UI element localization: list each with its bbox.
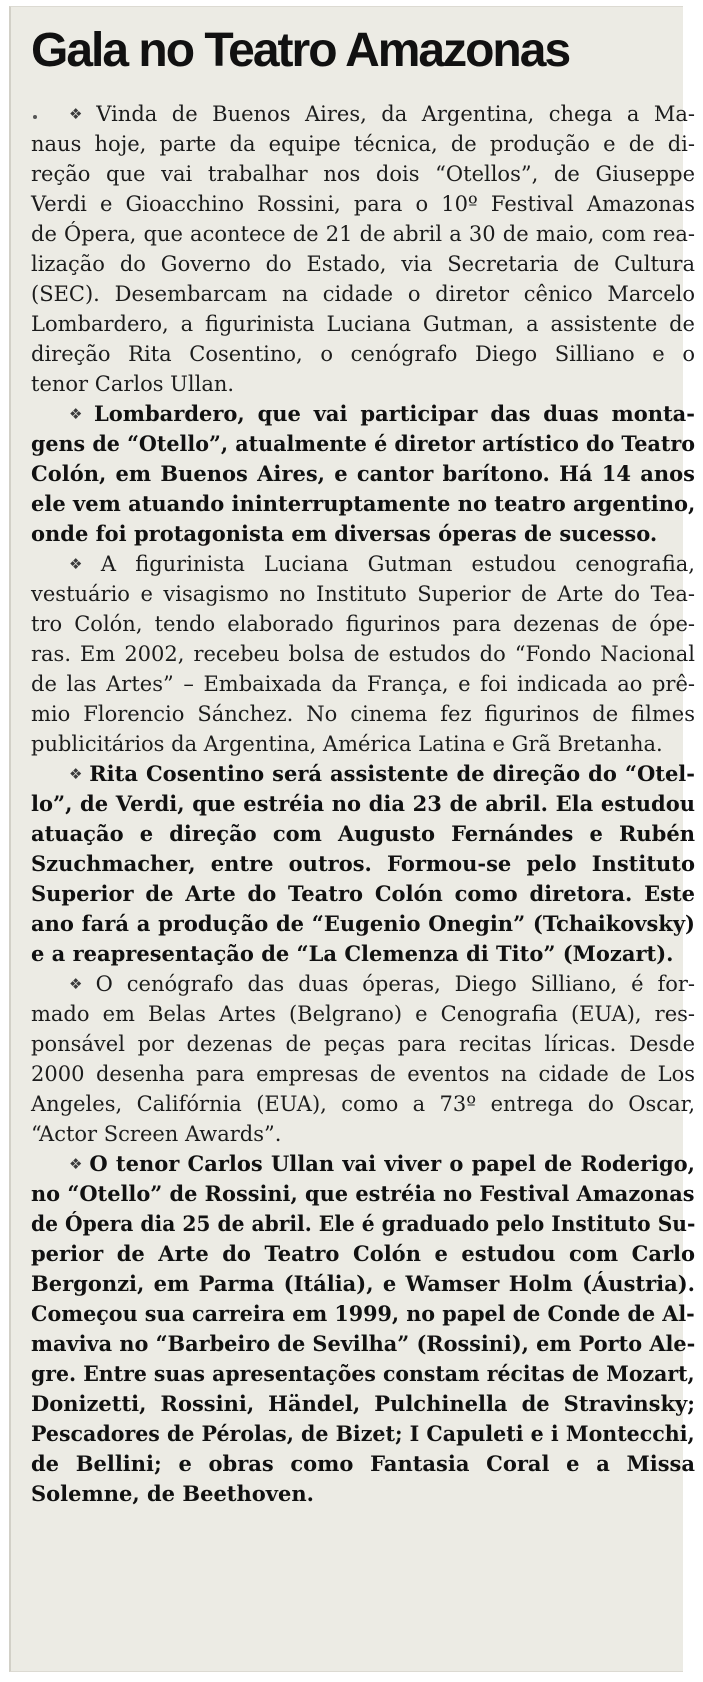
- article-paragraph: [31, 759, 695, 969]
- paragraph-line: [31, 579, 695, 609]
- line-text: Verdi e Gioacchino Rossini, para o 10º Festival Amazonas: [31, 192, 695, 216]
- line-text: Vinda de Buenos Aires, da Argentina, chega a Ma-: [96, 102, 696, 126]
- paragraph-line: [31, 1029, 695, 1059]
- diamond-bullet-icon: ❖: [69, 975, 90, 993]
- paragraph-line: [31, 999, 695, 1029]
- paragraph-line: [31, 129, 695, 159]
- line-text: Szuchmacher, entre outros. Formou-se pelo Instituto: [31, 851, 695, 876]
- line-text: perior de Arte do Teatro Colón e estudou com Carlo: [31, 1241, 695, 1266]
- paragraph-line: [31, 1299, 695, 1329]
- paragraph-line: [31, 909, 695, 939]
- paragraph-line: [31, 459, 695, 489]
- paragraph-line: [31, 639, 695, 669]
- article-paragraph: [31, 549, 695, 759]
- line-text: e a reapresentação de “La Clemenza di Tito” (Mozart).: [31, 941, 674, 966]
- paragraph-line: [31, 1389, 695, 1419]
- line-text: Angeles, Califórnia (EUA), como a 73º entrega do Oscar,: [31, 1092, 695, 1116]
- diamond-bullet-icon: ❖: [69, 1155, 84, 1173]
- line-text: Lombardero, que vai participar das duas monta-: [93, 401, 695, 426]
- line-text: vestuário e visagismo no Instituto Superior de Arte do Tea-: [31, 582, 695, 606]
- line-text: mio Florencio Sánchez. No cinema fez figurinos de filmes: [31, 702, 695, 726]
- paragraph-line: [31, 819, 695, 849]
- paragraph-line: [31, 519, 695, 549]
- line-text: O tenor Carlos Ullan vai viver o papel de Roderigo,: [89, 1151, 695, 1176]
- paragraph-line: [31, 249, 695, 279]
- paragraph-line: [31, 1059, 695, 1089]
- article-paragraph: [31, 99, 695, 399]
- line-text: A figurinista Luciana Gutman estudou cenografia,: [100, 552, 695, 576]
- paragraph-line: [31, 1359, 695, 1389]
- paragraph-line: [31, 879, 695, 909]
- paragraph-line: [31, 1269, 695, 1299]
- line-text: gens de “Otello”, atualmente é diretor artístico do Teatro: [31, 431, 696, 456]
- paragraph-line: [31, 1419, 695, 1449]
- paragraph-line: [31, 1179, 695, 1209]
- line-text: ele vem atuando ininterruptamente no teatro argentino,: [31, 491, 696, 516]
- paragraph-line: [31, 339, 695, 369]
- paragraph-line: [31, 489, 695, 519]
- paragraph-line: [31, 369, 695, 399]
- paragraph-line: [31, 159, 695, 189]
- line-text: gre. Entre suas apresentações constam récitas de Mozart,: [31, 1361, 695, 1386]
- line-text: Rita Cosentino será assistente de direção do “Otel-: [89, 761, 695, 786]
- line-text: Donizetti, Rossini, Händel, Pulchinella de Stravinsky;: [31, 1391, 695, 1416]
- line-text: tro Colón, tendo elaborado figurinos para dezenas de ópe-: [31, 612, 695, 636]
- paragraph-line: [31, 1149, 695, 1179]
- line-text: maviva no “Barbeiro de Sevilha” (Rossini), em Porto Ale-: [31, 1331, 696, 1356]
- paragraph-line: [31, 729, 695, 759]
- diamond-bullet-icon: ❖: [69, 765, 84, 783]
- line-text: (SEC). Desembarcam na cidade o diretor cênico Marcelo: [31, 282, 695, 306]
- line-text: ponsável por dezenas de peças para recitas líricas. Desde: [31, 1032, 695, 1056]
- paragraph-line: [31, 669, 695, 699]
- paragraph-line: [31, 1089, 695, 1119]
- line-text: onde foi protagonista em diversas óperas de sucesso.: [31, 521, 658, 546]
- line-text: Bergonzi, em Parma (Itália), e Wamser Holm (Áustria).: [31, 1271, 695, 1296]
- paragraph-line: [31, 219, 695, 249]
- paragraph-line: [31, 309, 695, 339]
- line-text: “Actor Screen Awards”.: [31, 1122, 282, 1146]
- paragraph-line: [31, 1449, 695, 1479]
- paragraph-line: [31, 279, 695, 309]
- line-text: naus hoje, parte da equipe técnica, de produção e de di-: [31, 132, 695, 156]
- paragraph-line: [31, 189, 695, 219]
- paragraph-line: [31, 699, 695, 729]
- line-text: tenor Carlos Ullan.: [31, 372, 235, 396]
- article-body: [31, 99, 695, 1509]
- paragraph-line: [31, 1329, 696, 1359]
- line-text: atuação e direção com Augusto Fernándes e Rubén: [31, 821, 695, 846]
- paragraph-line: [31, 939, 695, 969]
- paragraph-line: [31, 1479, 695, 1509]
- article-paragraph: [31, 969, 695, 1149]
- line-text: publicitários da Argentina, América Latina e Grã Bretanha.: [31, 732, 663, 756]
- line-text: mado em Belas Artes (Belgrano) e Cenografia (EUA), res-: [31, 1002, 695, 1026]
- line-text: Lombardero, a figurinista Luciana Gutman, a assistente de: [31, 312, 695, 336]
- line-text: 2000 desenha para empresas de eventos na cidade de Los: [31, 1062, 695, 1086]
- paragraph-line: [31, 549, 695, 579]
- line-text: direção Rita Cosentino, o cenógrafo Diego Silliano e o: [31, 342, 695, 366]
- line-text: ras. Em 2002, recebeu bolsa de estudos do “Fondo Nacional: [31, 642, 695, 666]
- paragraph-line: [31, 969, 695, 999]
- line-text: de Ópera, que acontece de 21 de abril a 30 de maio, com rea-: [31, 222, 695, 246]
- paragraph-line: [31, 1209, 696, 1239]
- line-text: de Ópera dia 25 de abril. Ele é graduado pelo Instituto Su-: [31, 1211, 696, 1236]
- paragraph-line: [31, 759, 695, 789]
- paragraph-line: [31, 399, 695, 429]
- paragraph-line: [31, 789, 695, 819]
- line-text: ano fará a produção de “Eugenio Onegin” (Tchaikovsky): [31, 911, 695, 936]
- newspaper-clipping: [9, 6, 696, 1672]
- diamond-bullet-icon: ❖: [69, 105, 91, 123]
- line-text: O cenógrafo das duas óperas, Diego Silliano, é for-: [95, 972, 695, 996]
- paragraph-line: [31, 429, 696, 459]
- article-headline: Gala no Teatro Amazonas: [31, 24, 570, 77]
- paragraph-line: [31, 99, 695, 129]
- line-text: no “Otello” de Rossini, que estréia no Festival Amazonas: [31, 1181, 695, 1206]
- line-text: lização do Governo do Estado, via Secretaria de Cultura: [31, 252, 695, 276]
- line-text: de las Artes” – Embaixada da França, e foi indicada ao prê-: [31, 672, 695, 696]
- line-text: Pescadores de Pérolas, de Bizet; I Capuleti e i Montecchi,: [31, 1421, 695, 1446]
- line-text: Começou sua carreira em 1999, no papel de Conde de Al-: [31, 1301, 695, 1326]
- line-text: lo”, de Verdi, que estréia no dia 23 de abril. Ela estudou: [31, 791, 695, 816]
- paragraph-line: [31, 609, 695, 639]
- paragraph-line: [31, 1119, 695, 1149]
- paragraph-line: [31, 1239, 695, 1269]
- line-text: Superior de Arte do Teatro Colón como diretora. Este: [31, 881, 695, 906]
- line-text: Colón, em Buenos Aires, e cantor barítono. Há 14 anos: [31, 461, 695, 486]
- diamond-bullet-icon: ❖: [69, 555, 95, 573]
- line-text: de Bellini; e obras como Fantasia Coral e a Missa: [31, 1451, 695, 1476]
- article-paragraph: [31, 1149, 695, 1509]
- paragraph-line: [31, 849, 695, 879]
- line-text: reção que vai trabalhar nos dois “Otellos”, de Giuseppe: [31, 162, 695, 186]
- line-text: Solemne, de Beethoven.: [31, 1481, 314, 1506]
- diamond-bullet-icon: ❖: [69, 405, 88, 423]
- article-paragraph: [31, 399, 695, 549]
